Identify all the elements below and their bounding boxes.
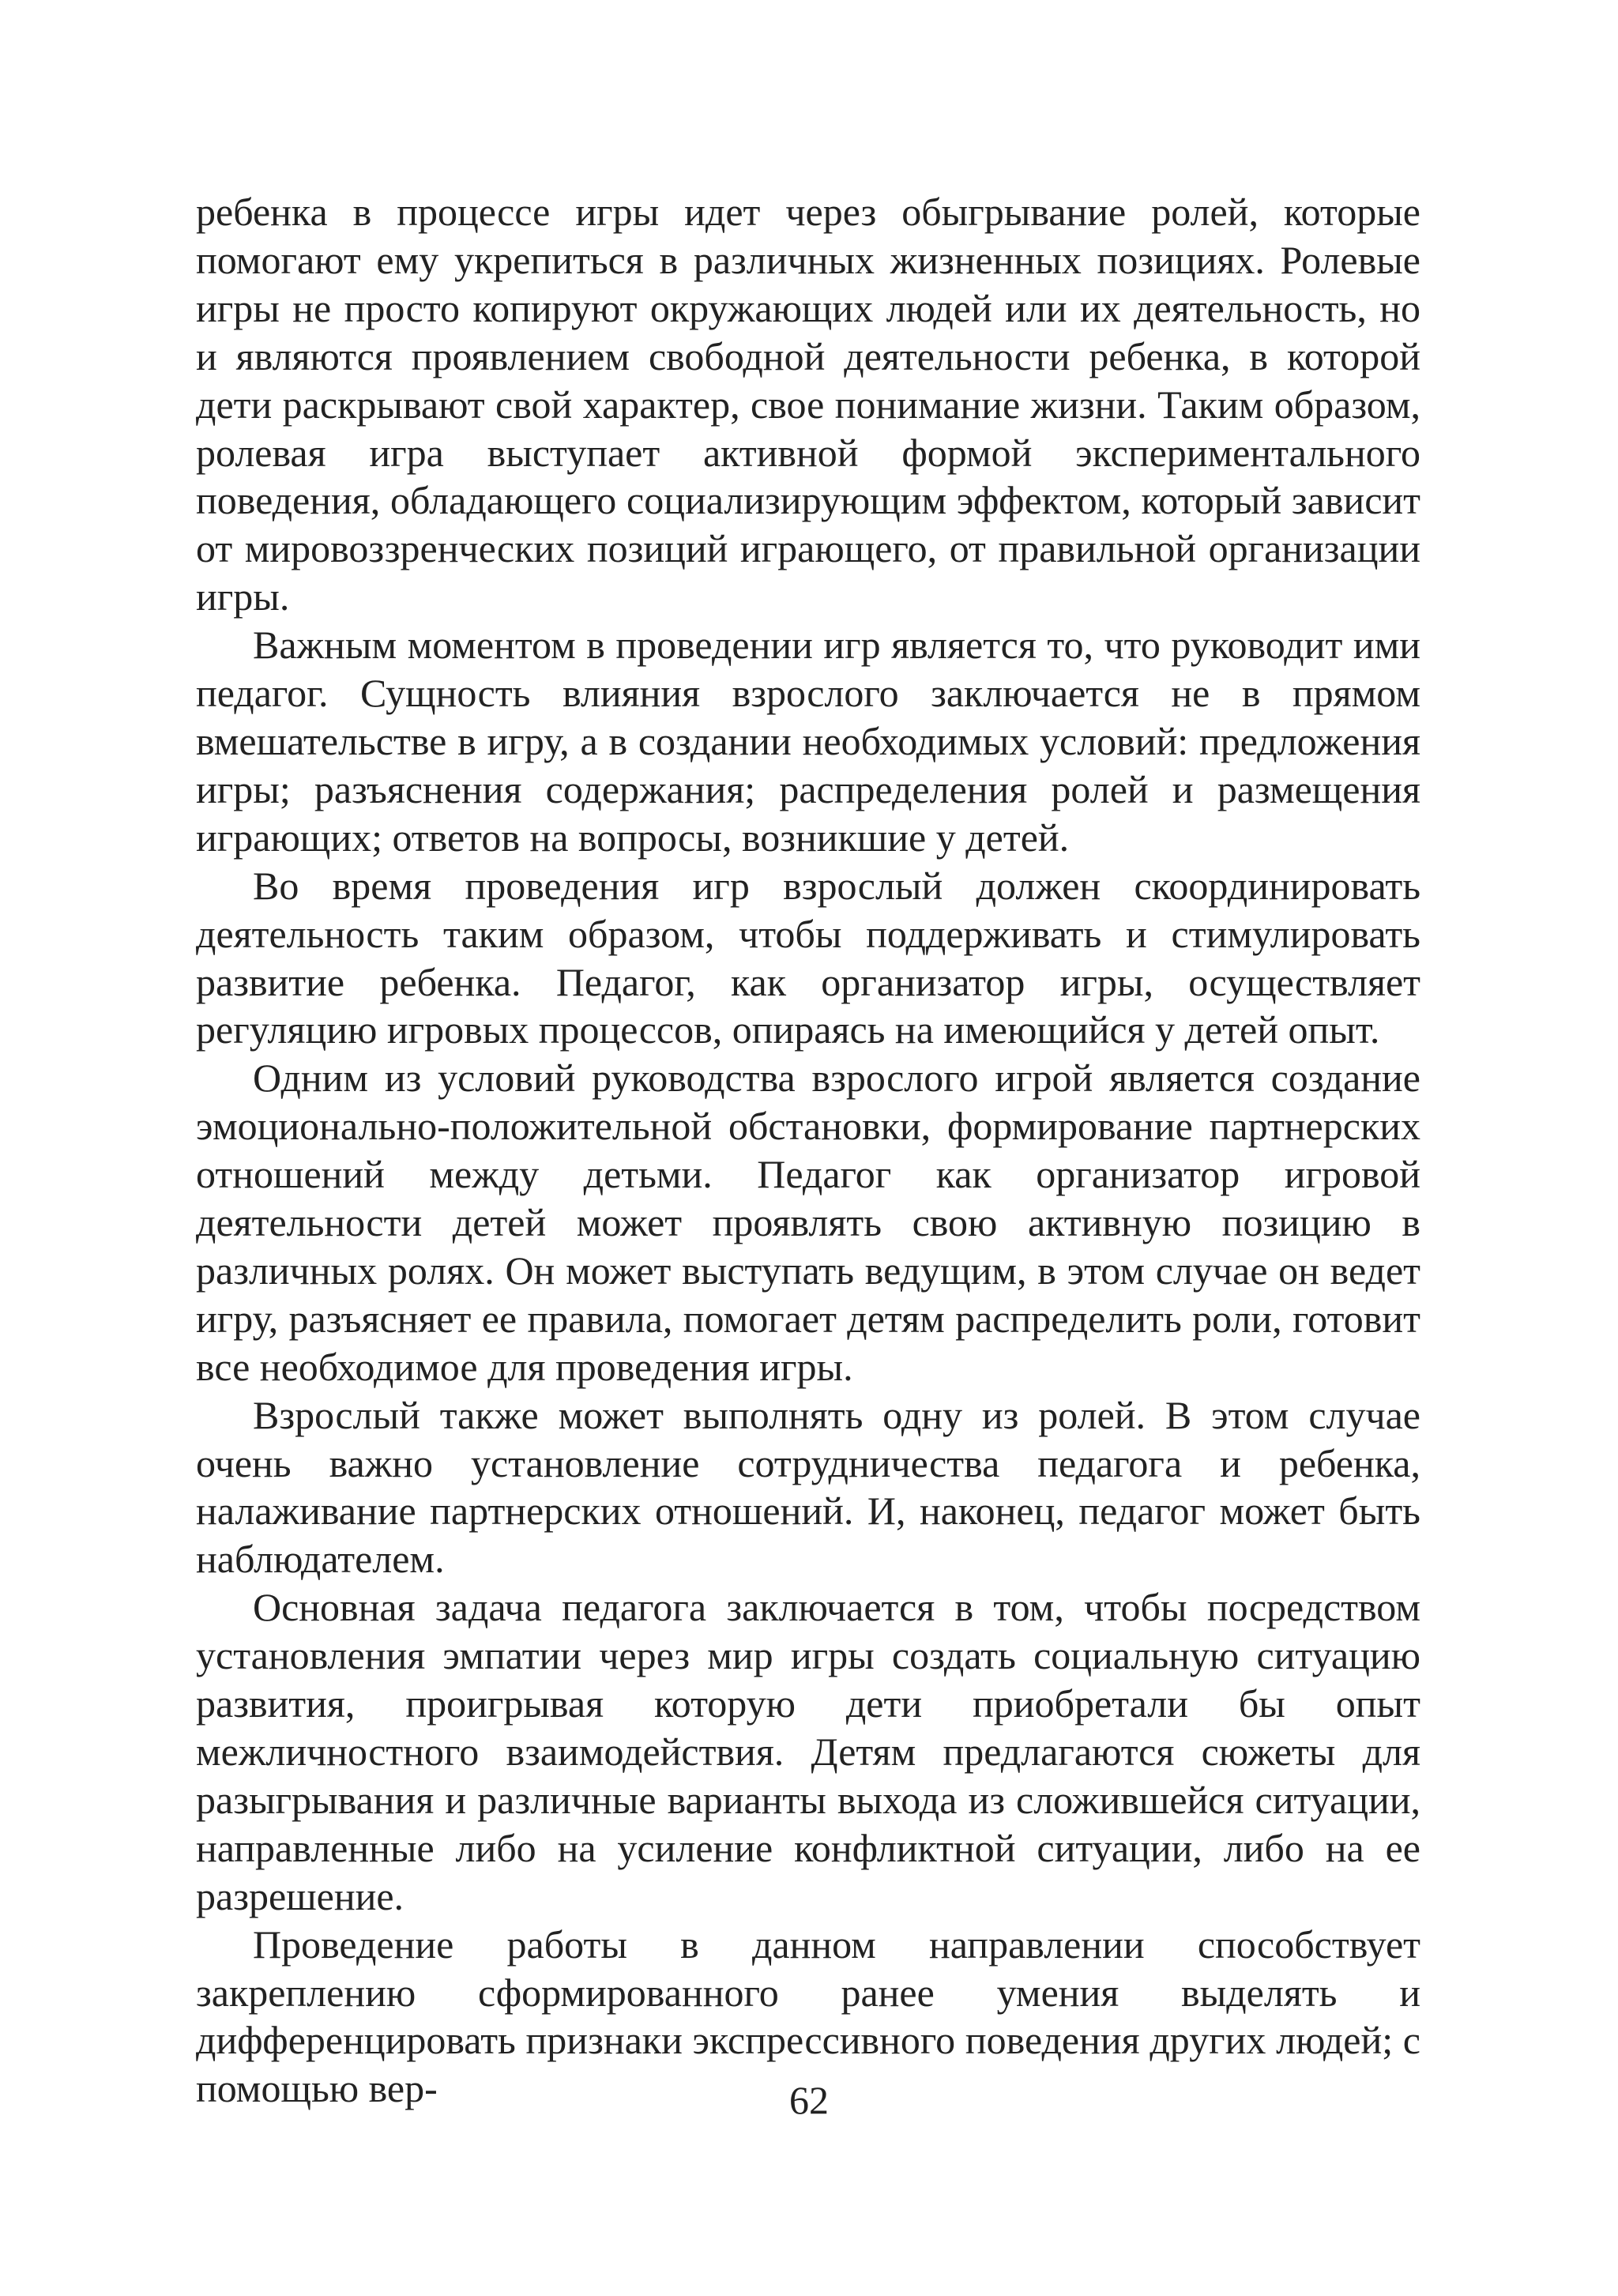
body-text [196,188,1420,2113]
paragraph-continuation: ребенка в процессе игры идет через обыгрывание ролей, которые помогают ему укрепиться в различных жизненных позициях. Ролевые игры не просто копируют окружающих людей или их деятельность, но и являются проявлением свободной деятельности ребенка, в которой дети раскрывают свой характер, свое понимание жизни. Таким образом, ролевая игра выступает активной формой экспериментального поведения, обладающего социализирующим эффектом, который зависит от мировоззренческих позиций играющего, от правильной организации игры. [196,190,1420,619]
paragraph-work-direction: Проведение работы в данном направлении способствует закреплению сформированного ранее умения выделять и дифференцировать признаки экспрессивного поведения других людей; с помощью вер- [196,1921,1420,2111]
paragraph-roles: Взрослый также может выполнять одну из ролей. В этом случае очень важно установление сотрудничества педагога и ребенка, налаживание партнерских отношений. И, наконец, педагог может быть наблюдателем. [196,1392,1420,1582]
paragraph-main-task: Основная задача педагога заключается в том, чтобы посредством установления эмпатии через мир игры создать социальную ситуацию развития, проигрывая которую дети приобретали бы опыт межличностного взаимодействия. Детям предлагаются сюжеты для разыгрывания и различные варианты выхода из сложившейся ситуации, направленные либо на усиление конфликтной ситуации, либо на ее разрешение. [196,1585,1420,1918]
page-number: 62 [789,2078,829,2122]
paragraph-conditions: Одним из условий руководства взрослого игрой является создание эмоционально-положительной обстановки, формирование партнерских отношений между детьми. Педагог как организатор игровой деятельности детей может проявлять свою активную позицию в различных ролях. Он может выступать ведущим, в этом случае он ведет игру, разъясняет ее правила, помогает детям распределить роли, готовит все необходимое для проведения игры. [196,1056,1420,1389]
paragraph-coordination: Во время проведения игр взрослый должен скоординировать деятельность таким образом, чтобы поддерживать и стимулировать развитие ребенка. Педагог, как организатор игры, осуществляет регуляцию игровых процессов, опираясь на имеющийся у детей опыт. [196,863,1420,1052]
paragraph-leadership: Важным моментом в проведении игр является то, что руководит ими педагог. Сущность влияния взрослого заключается не в прямом вмешательстве в игру, а в создании необходимых условий: предложения игры; разъяснения содержания; распределения ролей и размещения играющих; ответов на вопросы, возникшие у детей. [196,623,1420,860]
